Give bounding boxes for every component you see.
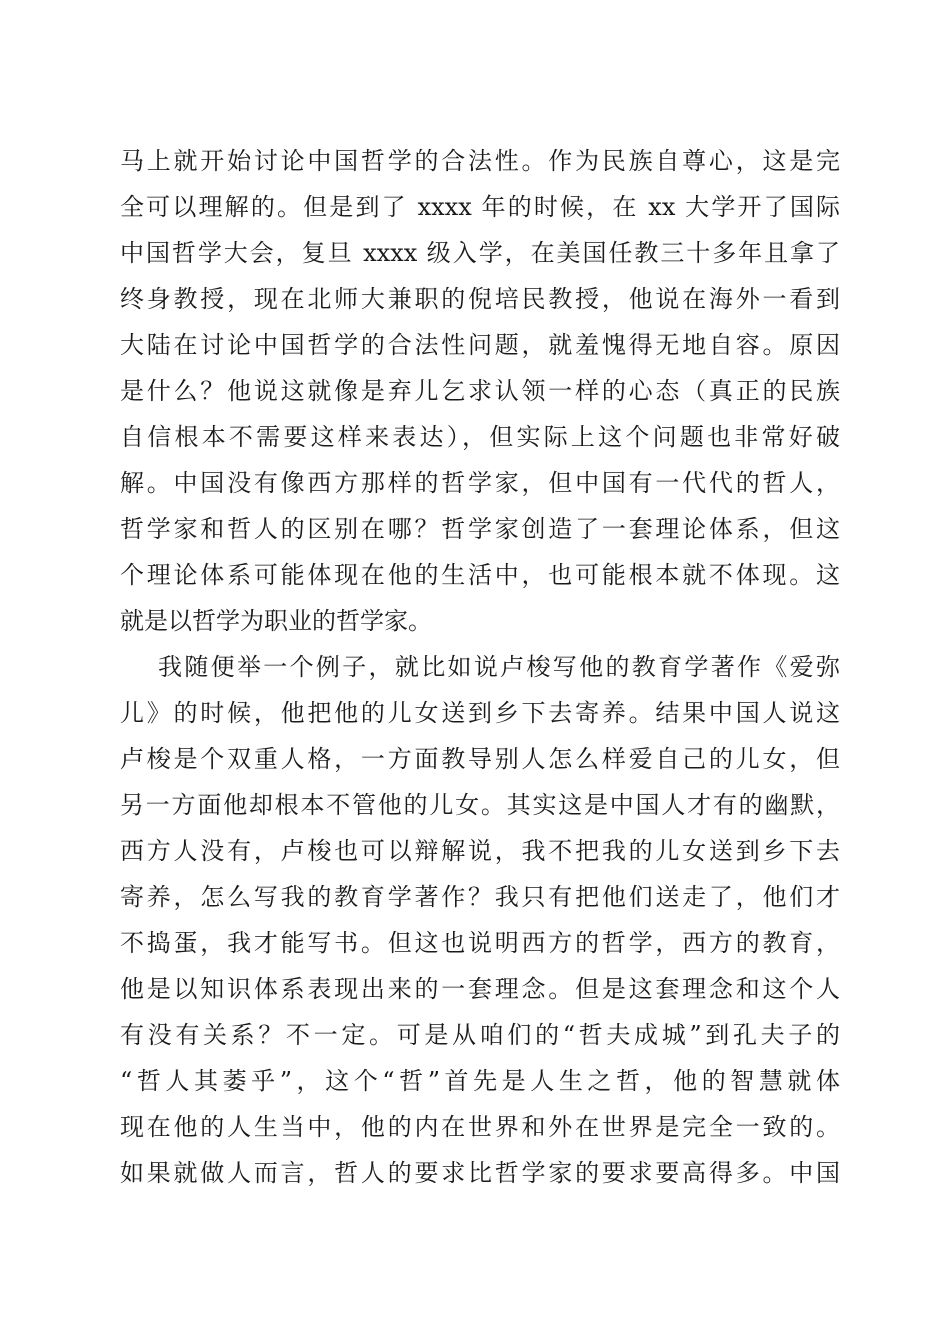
text-line: 终身教授，现在北师大兼职的倪培民教授，他说在海外一看到	[120, 285, 840, 313]
text-line: 如果就做人而言，哲人的要求比哲学家的要求要高得多。中国	[120, 1159, 840, 1187]
text-line: 大陆在讨论中国哲学的合法性问题，就羞愧得无地自容。原因	[120, 331, 840, 359]
paragraph-2	[120, 644, 840, 1196]
text-line: 儿》的时候，他把他的儿女送到乡下去寄养。结果中国人说这	[120, 699, 840, 727]
text-line: 中国哲学大会，复旦 xxxx 级入学，在美国任教三十多年且拿了	[120, 239, 840, 267]
text-line: 卢梭是个双重人格，一方面教导别人怎么样爱自己的儿女，但	[120, 745, 840, 773]
text-line: 现在他的人生当中，他的内在世界和外在世界是完全一致的。	[120, 1113, 840, 1141]
text-line: 全可以理解的。但是到了 xxxx 年的时候，在 xx 大学开了国际	[120, 193, 840, 221]
text-line: 是什么？他说这就像是弃儿乞求认领一样的心态（真正的民族	[120, 377, 840, 405]
text-line: 就是以哲学为职业的哲学家。	[120, 607, 432, 635]
text-line: 有没有关系？不一定。可是从咱们的“哲夫成城”到孔夫子的	[120, 1021, 840, 1049]
text-line: 马上就开始讨论中国哲学的合法性。作为民族自尊心，这是完	[120, 147, 840, 175]
text-line: 他是以知识体系表现出来的一套理念。但是这套理念和这个人	[120, 975, 840, 1003]
text-line: 自信根本不需要这样来表达），但实际上这个问题也非常好破	[120, 423, 840, 451]
text-line: 我随便举一个例子，就比如说卢梭写他的教育学著作《爱弥	[158, 653, 840, 681]
text-line: 不捣蛋，我才能写书。但这也说明西方的哲学，西方的教育，	[120, 929, 840, 957]
text-line: 寄养，怎么写我的教育学著作？我只有把他们送走了，他们才	[120, 883, 840, 911]
paragraph-1	[120, 138, 840, 644]
text-line: 解。中国没有像西方那样的哲学家，但中国有一代代的哲人，	[120, 469, 840, 497]
text-line: 西方人没有，卢梭也可以辩解说，我不把我的儿女送到乡下去	[120, 837, 840, 865]
body-text	[120, 138, 840, 1196]
text-line: “哲人其萎乎”，这个“哲”首先是人生之哲，他的智慧就体	[120, 1067, 840, 1095]
text-line: 个理论体系可能体现在他的生活中，也可能根本就不体现。这	[120, 561, 840, 589]
text-line: 哲学家和哲人的区别在哪？哲学家创造了一套理论体系，但这	[120, 515, 840, 543]
text-line: 另一方面他却根本不管他的儿女。其实这是中国人才有的幽默，	[120, 791, 840, 819]
